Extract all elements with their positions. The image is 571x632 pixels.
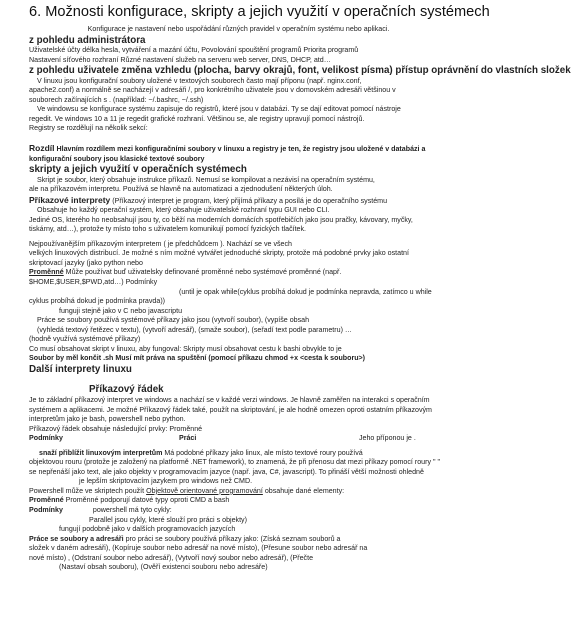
user-heading-line: z pohledu uživatele změna vzhledu (plocha, barvy okrajů, font, velikost písma) přístup oprávnění do vlastních složek — [29, 65, 571, 77]
files-text-1: Práce se soubory používá systémové příkazy jako jsou (vytvoří soubor), (vypíše obsah — [37, 316, 310, 325]
powershell-text-2: objektovou rouru (protože je založený na platformě .NET framework), to znamená, že při přenosu dat mezi příkazy pomocí roury " " — [29, 458, 441, 467]
linux-config-text-3: souborech začínajících s . (například: ~/.bashrc, ~/.ssh) — [29, 95, 204, 104]
variables-text-2: $HOME,$USER,$PWD,atd…) Podmínky — [29, 278, 158, 287]
powershell-text-1: snaží přiblížit linuxovým interpretům Má podobné příkazy jako linux, ale místo textové roury používá — [39, 448, 363, 457]
interpreters-text-1: Příkazové interprety (Příkazový interpret je program, který přijímá příkazy a posílá je do operačního systému — [29, 194, 388, 205]
ps-files-text-3: nové místo) , (Odstraní soubor nebo adresář), (Vytvoří nový soubor nebo adresář), (Přečte — [29, 553, 314, 562]
bash-text-2: velkých linuxových distribucí. Je možné s ním možné vytvářet jednoduché skripty, protože má podobné prvky jako ostatní — [29, 249, 409, 258]
ps-variables-text: Proměnné Proměnné podporují datové typy oproti CMD a bash — [29, 496, 230, 505]
admin-text-1: Uživatelské účty délka hesla, vytváření a mazání účtu, Povolování spouštění programů Priorita programů — [29, 46, 359, 55]
linux-config-text-1: V linuxu jsou konfigurační soubory uložené v textových souborech často mají příponu (např. nginx.conf, — [37, 76, 362, 85]
ps-loops-text: Parallel jsou cykly, které slouží pro práci s objekty) — [89, 515, 247, 524]
functions-text: funguji stejně jako v C nebo javascriptu — [59, 306, 183, 315]
cmd-text-3: interpretům jako je bash, powershell nebo python. — [29, 415, 186, 424]
script-text-1: Skript je soubor, který obsahuje instrukce příkazů. Nemusí se kompilovat a nezávisí na operačním systému, — [37, 175, 375, 184]
shebang-text-2: Soubor by měl končit .sh Musí mít práva na spuštění (pomocí příkazu chmod +x <cesta k souboru>) — [29, 354, 366, 363]
interpreters-text-2: Obsahuje ho každý operační systém, který obsahuje uživatelské rozhraní typu GUI nebo CLI. — [37, 206, 330, 215]
loops-text: (until je opak while(cyklus probíhá dokud je podmínka nepravda, zatímco u while — [179, 287, 432, 296]
cmd-work-label: Práci — [179, 434, 197, 443]
windows-config-text-2: regedit. Ve windows 10 a 11 je regedit grafické rozhraní. Většinou se, ale registry upravují pomocí nástrojů. — [29, 114, 365, 123]
cmd-text-1: Je to základní příkazový interpret ve windows a nachází se v každé verzi windows. Je hlavně zaměřen na interakci s operačním — [29, 395, 430, 404]
ps-files-text-2: složek v daném adresáři), (Kopíruje soubor nebo adresář na nové místo), (Přesune soubor nebo adresář na — [29, 544, 368, 553]
linux-config-text-2: apache2.conf) a normálně se nacházejí v adresáři /, pro konkrétního uživatele jsou v domovském adresáři většinou v — [29, 86, 396, 95]
script-text-2: ale na příkazovém interpretu. Používá se hlavně na automatizaci a zjednodušení některých úloh. — [29, 185, 333, 194]
files-text-3: (hodně využívá systémové příkazy) — [29, 335, 141, 344]
ps-files-text-1: Práce se soubory a adresáři pro práci se soubory používá příkazy jako: (Získá seznam souborů a — [29, 534, 341, 543]
powershell-text-5: Powershell může ve skriptech použít Objektově orientované programování obsahuje dané elementy: — [29, 486, 345, 495]
page-title: 6. Možnosti konfigurace, skripty a jejich využití v operačních systémech — [29, 4, 490, 20]
difference-label: Rozdíl — [29, 142, 55, 153]
windows-config-text-1: Ve windowsu se konfigurace systému zapisuje do registrů, které jsou v databázi. Ty se dají editovat pomocí nástroje — [37, 105, 401, 114]
difference-text-1: Rozdíl Hlavním rozdílem mezi konfiguračními soubory v linuxu a registry je ten, že registry jsou uložené v databázi a — [29, 142, 426, 153]
files-text-2: (vyhledá textový řetězec v textu), (vytvoří adresář), (smaže soubor), (seřadí text podle parametru) … — [37, 325, 352, 334]
cmd-text-2: systémem a aplikacemi. Je možné Příkazový řádek také, použít na skriptování, je ale hodně omezen oproti ostatním příkazovým — [29, 405, 432, 414]
ps-files-text-4: (Nastaví obsah souboru), (Ověří existenci souboru nebo adresáře) — [59, 563, 268, 572]
ps-functions-text: fungují podobně jako v dalších programovacích jazycích — [59, 525, 236, 534]
interpreters-text-3: Jediné OS, kterého ho neobsahují jsou ty, co běží na moderních domácích spotřebičích jako jsou pračky, kávovary, myčky, — [29, 215, 413, 224]
oop-link-text: Objektově orientované programování — [146, 486, 263, 495]
bash-text-1: Nejpoužívanějším příkazovým interpretem ( je předchůdcem ). Nachází se ve všech — [29, 239, 292, 248]
cmd-extension-text: Jeho příponou je . — [359, 434, 416, 443]
cmd-text-4: Příkazový řádek obsahuje následující prvky: Proměnné — [29, 424, 203, 433]
scripts-heading: skripty a jejich využití v operačních systémech — [29, 164, 247, 176]
cmd-features-row — [29, 434, 448, 444]
loops-text-2: cyklus probíhá dokud je podmínka pravda)) — [29, 297, 166, 306]
variables-label: Proměnné — [29, 268, 64, 277]
variables-text-1: Proměnné Může používat buď uživatelsky definované proměnné nebo systémové proměnné (např. — [29, 268, 342, 277]
shebang-text-1: Co musí obsahovat skript v linuxu, aby fungoval: Skripty musí obsahovat cestu k bashi obvykle to je — [29, 344, 342, 353]
windows-config-text-3: Registry se rozdělují na několik sekcí: — [29, 124, 148, 133]
powershell-text-4: je lepším skriptovacím jazykem pro windows než CMD. — [79, 477, 253, 486]
ps-conditions-text: Podmínky powershell má tyto cykly: — [29, 505, 172, 514]
interpreters-label: Příkazové interprety — [29, 194, 111, 205]
bash-text-3: skriptovací jazyky (jako python nebo — [29, 258, 143, 267]
intro-text: Konfigurace je nastavení nebo uspořádání různých pravidel v operačním systému nebo aplikaci. — [87, 25, 390, 33]
difference-text-2: konfigurační soubory jsou klasické textové soubory — [29, 154, 205, 163]
other-interpreters-heading: Další interprety linuxu — [29, 363, 132, 375]
cmd-heading: Příkazový řádek — [89, 384, 164, 396]
admin-text-2: Nastavení síťového rozhraní Různé nastavení služeb na serveru web server, DNS, DHCP, atd… — [29, 55, 331, 64]
admin-heading: z pohledu administrátora — [29, 34, 146, 46]
cmd-conditions-label: Podmínky — [29, 434, 63, 443]
interpreters-text-4: tiskárny, atd…), protože ty místo toho s uživatelem komunikují pomocí fyzických tlačítek. — [29, 225, 307, 234]
powershell-text-3: se nepřenáší jako text, ale jako objekty v programovacím jazyce (např. java, C#, javascript). To přináší větší možnosti ohledně — [29, 467, 424, 476]
